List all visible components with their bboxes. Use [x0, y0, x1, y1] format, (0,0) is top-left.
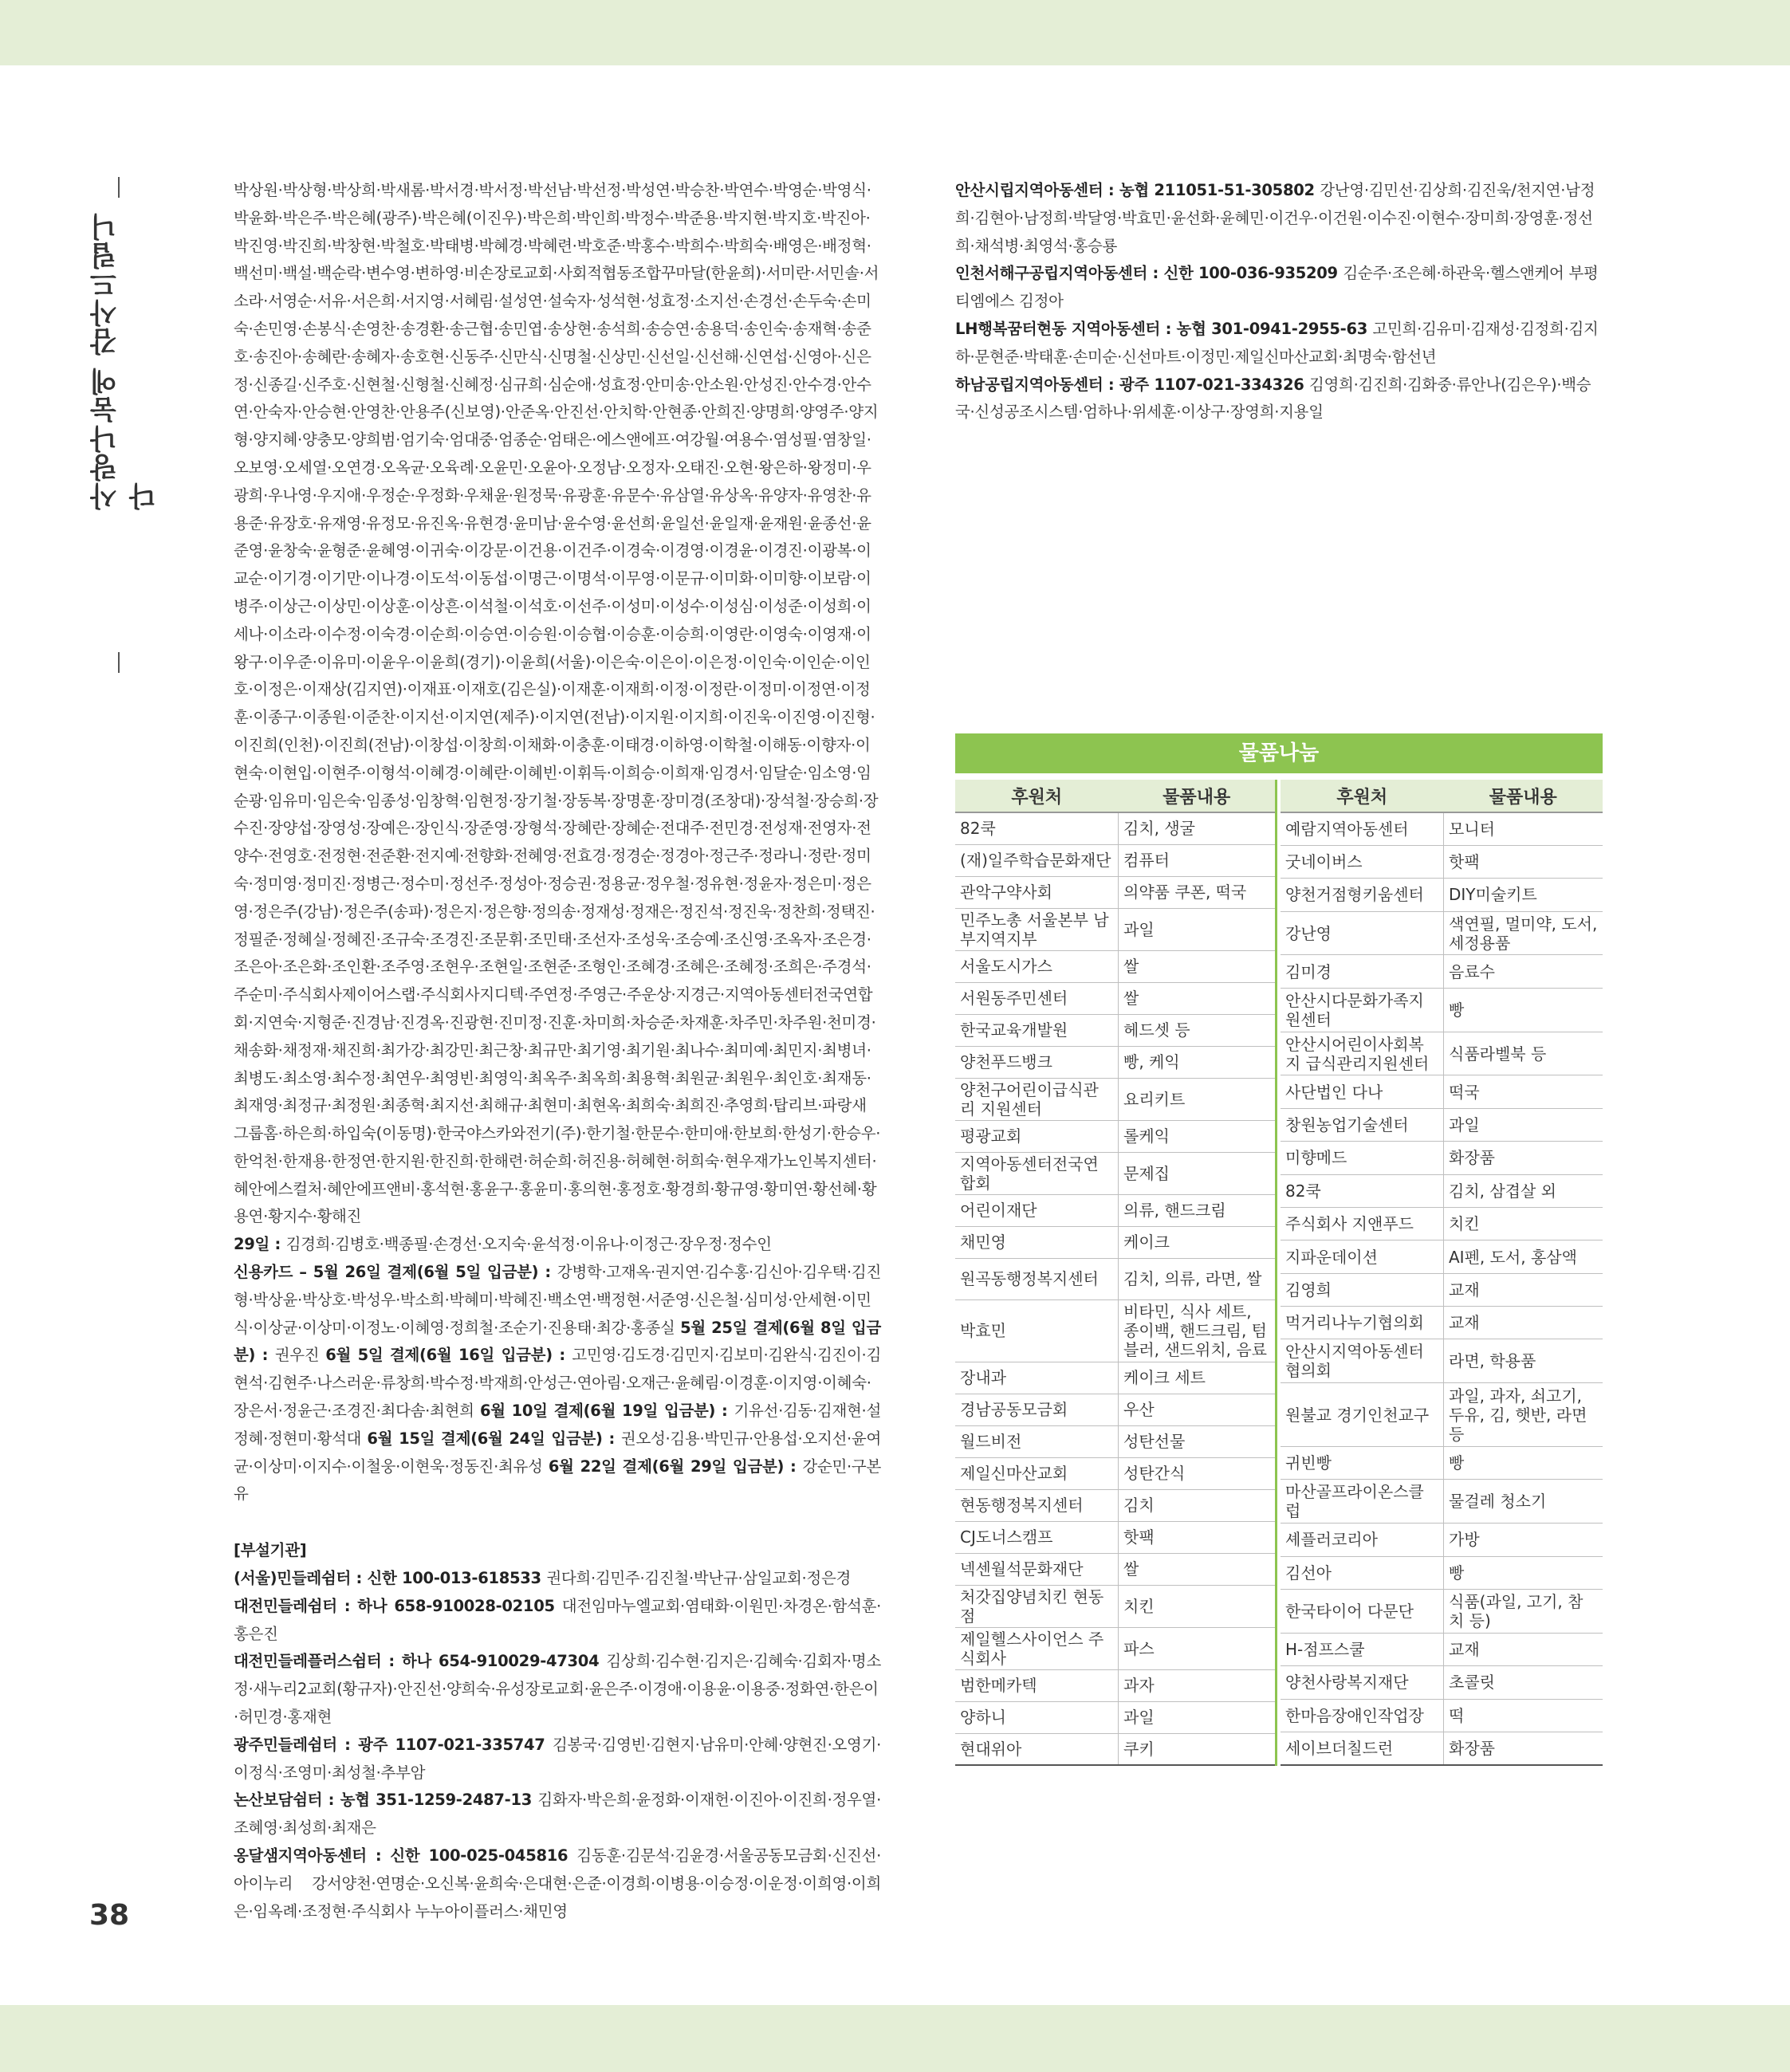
donor-name: 현동행정복지센터: [955, 1489, 1119, 1521]
donated-item: 초콜릿: [1444, 1666, 1603, 1699]
donor-list-left: [234, 177, 881, 1925]
bottom-band: [0, 2005, 1790, 2072]
goods-row: [1281, 1480, 1603, 1524]
goods-row: [1281, 1307, 1603, 1339]
donated-item: 과자: [1119, 1669, 1277, 1701]
donor-name: 양천사랑복지재단: [1281, 1666, 1444, 1699]
goods-row: [955, 1046, 1277, 1078]
donated-item: 모니터: [1444, 812, 1603, 845]
donor-name: 셰플러코리아: [1281, 1524, 1444, 1556]
goods-row: [1281, 879, 1603, 911]
affiliate-4: 논산보담쉼터 : 농협 351-1259-2487-13 김화자·박은희·윤정화·이재헌·이진아·이진희·정우열·조혜영·최성희·최재은: [234, 1791, 881, 1838]
center-0: 안산시립지역아동센터 : 농협 211051-51-305802 강난영·김민선·김상희·김진욱/천지연·남정희·김현아·남정희·박달영·박효민·윤선화·윤혜민·이건우·이건원·이수진·이현수·장미희·장영훈·정선희·채석병·최영석·홍승룡: [955, 181, 1595, 255]
center-list-right: [955, 177, 1603, 427]
donor-name: 채민영: [955, 1226, 1119, 1258]
donor-name: 한국타이어 다문단: [1281, 1589, 1444, 1633]
donor-day-29-label: 29일 :: [234, 1235, 286, 1254]
goods-row: [1281, 988, 1603, 1032]
donated-item: 쌀: [1119, 1553, 1277, 1585]
donor-name: 양천푸드뱅크: [955, 1046, 1119, 1078]
donated-item: 의류, 핸드크림: [1119, 1194, 1277, 1226]
goods-table-right: [1281, 780, 1603, 1766]
donated-item: 치킨: [1119, 1585, 1277, 1627]
goods-row: [955, 1627, 1277, 1669]
donor-name: 제일헬스사이언스 주식회사: [955, 1627, 1119, 1669]
goods-row: [1281, 1732, 1603, 1765]
side-rule-top: [118, 177, 120, 198]
donor-name: 제일신마산교회: [955, 1457, 1119, 1489]
donor-name: 평광교회: [955, 1120, 1119, 1152]
goods-row: [1281, 1108, 1603, 1141]
donated-item: 핫팩: [1444, 845, 1603, 878]
donated-item: 우산: [1119, 1394, 1277, 1425]
goods-row: [1281, 1589, 1603, 1633]
donated-item: 핫팩: [1119, 1521, 1277, 1553]
payment-donors: 강병학·고재옥·권지연·김수홍·김신아·김우택·김진형·박상윤·박상호·박성우·박소희·박혜미·박혜진·백소연·백정현·서준영·신은철·심미성·안세현·이민식·이상균·이상미·이정노·이혜영·정희철·조순기·진용태·최강·홍종실: [234, 1263, 881, 1337]
center-2: LH행복꿈터현동 지역아동센터 : 농협 301-0941-2955-63 고민희·김유미·김재성·김정희·김지하·문현준·박태훈·손미순·신선마트·이정민·제일신마산교회·최명숙·함선년: [955, 319, 1599, 366]
donated-item: 물걸레 청소기: [1444, 1480, 1603, 1524]
donor-name: 양천거점형키움센터: [1281, 879, 1444, 911]
donor-name: 귀빈빵: [1281, 1446, 1444, 1479]
goods-row: [955, 844, 1277, 876]
goods-row: [955, 1226, 1277, 1258]
donor-name: 서울도시가스: [955, 950, 1119, 982]
goods-table-left: [955, 780, 1277, 1766]
donor-name: 안산시지역아동센터 협의회: [1281, 1339, 1444, 1383]
donated-item: 요리키트: [1119, 1078, 1277, 1120]
goods-row: [955, 1489, 1277, 1521]
page-number: 38: [89, 1899, 130, 1932]
donated-item: 김치, 삼겹살 외: [1444, 1174, 1603, 1207]
header-donor: 후원처: [955, 780, 1119, 812]
donated-item: 과일, 과자, 쇠고기, 두유, 김, 햇반, 라면 등: [1444, 1383, 1603, 1447]
donor-name: 한마음장애인작업장: [1281, 1699, 1444, 1732]
goods-row: [955, 908, 1277, 950]
center-3: 하남공립지역아동센터 : 광주 1107-021-334326 김영희·김진희·김화중·류안나(김은우)·백승국·신성공조시스템·엄하나·위세훈·이상구·장영희·지용일: [955, 375, 1591, 422]
goods-row: [1281, 1556, 1603, 1589]
donor-name: 먹거리나누기협의회: [1281, 1307, 1444, 1339]
donated-item: 케이크: [1119, 1226, 1277, 1258]
goods-title: 물품나눔: [955, 733, 1603, 773]
donated-item: 쌀: [1119, 950, 1277, 982]
donor-name: 원불교 경기인천교구: [1281, 1383, 1444, 1447]
donor-name: 서원동주민센터: [955, 982, 1119, 1014]
donor-name: (재)일주학습문화재단: [955, 844, 1119, 876]
donor-name: 양하니: [955, 1701, 1119, 1733]
donated-item: 색연필, 멀미약, 도서, 세정용품: [1444, 911, 1603, 955]
donated-item: 김치: [1119, 1489, 1277, 1521]
donor-day-29-names: 김경희·김병호·백종필·손경선·오지숙·윤석정·이유나·이정근·장우정·정수인: [285, 1235, 772, 1254]
goods-row: [955, 1120, 1277, 1152]
affiliate-5: 옹달샘지역아동센터 : 신한 100-025-045816 김동훈·김문석·김윤경·서울공동모금회·신진선·아이누리 강서양천·연명순·오신복·윤희숙·은대현·은준·이경희·이병용·이승정·이운정·이희영·이희은·임옥례·조정현·주식회사 누누아이플러스·채민영: [234, 1846, 881, 1921]
donated-item: 떡: [1444, 1699, 1603, 1732]
goods-row: [1281, 1174, 1603, 1207]
donated-item: 문제집: [1119, 1152, 1277, 1194]
donor-name: 굿네이버스: [1281, 845, 1444, 878]
goods-row: [955, 1152, 1277, 1194]
header-donor: 후원처: [1281, 780, 1444, 812]
payment-date-label: 6월 10일 결제(6월 19일 입금분) :: [479, 1402, 734, 1421]
goods-row: [1281, 1207, 1603, 1240]
payment-donors: 고민영·김도경·김민지·김보미·김완식·김진이·김현석·김현주·나스러운·류창희·박수정·박재희·안성근·연아림·오재근·윤혜림·이경훈·이지영·이혜숙·장은서·정윤근·조경진·최다솜·최현희: [234, 1346, 881, 1421]
donated-item: 쿠키: [1119, 1733, 1277, 1765]
donated-item: 화장품: [1444, 1142, 1603, 1174]
donor-name: 예람지역아동센터: [1281, 812, 1444, 845]
donated-item: 롤케익: [1119, 1120, 1277, 1152]
donor-name: 안산시어린이사회복지 급식관리지원센터: [1281, 1032, 1444, 1075]
goods-row: [1281, 911, 1603, 955]
donor-day-29: [234, 1231, 881, 1259]
payment-date-label: 5월 25일 결제(6월 8일 입금분) :: [234, 1318, 881, 1365]
goods-row: [955, 1299, 1277, 1362]
donor-name: 안산시다문화가족지원센터: [1281, 988, 1444, 1032]
donated-item: 빵: [1444, 1446, 1603, 1479]
affiliate-3: 광주민들레쉼터 : 광주 1107-021-335747 김봉국·김영빈·김현지·남유미·안혜·양현진·오영기·이정식·조영미·최성철·추부암: [234, 1735, 881, 1782]
donor-name: 장내과: [955, 1362, 1119, 1394]
affiliate-0: (서울)민들레쉼터 : 신한 100-013-618533 권다희·김민주·김진철·박난규·삼일교회·정은경: [234, 1569, 852, 1588]
donor-name: 마산골프라이온스클럽: [1281, 1480, 1444, 1524]
goods-row: [955, 1521, 1277, 1553]
goods-row: [955, 1078, 1277, 1120]
goods-row: [1281, 1240, 1603, 1273]
goods-row: [1281, 845, 1603, 878]
goods-row: [955, 950, 1277, 982]
payment-donors: 권우진: [274, 1346, 326, 1365]
donor-name: 82쿡: [955, 812, 1119, 844]
header-item: 물품내용: [1119, 780, 1277, 812]
donated-item: 빵: [1444, 1556, 1603, 1589]
donated-item: DIY미술키트: [1444, 879, 1603, 911]
donated-item: 김치, 의류, 라면, 쌀: [1119, 1258, 1277, 1299]
section-title: 사랑나눔에 감사드립니다: [90, 212, 161, 510]
payment-date-label: 신용카드 – 5월 26일 결제(6월 5일 입금분) :: [234, 1263, 557, 1282]
payment-donors: 기유선·김동·김재현·설정혜·정현미·황석대: [234, 1402, 881, 1448]
donated-item: 교재: [1444, 1307, 1603, 1339]
donated-item: 치킨: [1444, 1207, 1603, 1240]
side-rule-bottom: [118, 652, 120, 673]
donor-name: 김영희: [1281, 1273, 1444, 1306]
goods-row: [1281, 1633, 1603, 1665]
donor-name: 어린이재단: [955, 1194, 1119, 1226]
donor-name: 양천구어린이급식관리 지원센터: [955, 1078, 1119, 1120]
donated-item: 김치, 생굴: [1119, 812, 1277, 844]
goods-row: [1281, 1446, 1603, 1479]
goods-row: [1281, 1142, 1603, 1174]
affiliates-heading: [부설기관]: [234, 1541, 307, 1560]
donated-item: AI펜, 도서, 홍삼액: [1444, 1240, 1603, 1273]
goods-row: [955, 1394, 1277, 1425]
donor-name: 김선아: [1281, 1556, 1444, 1589]
donated-item: 교재: [1444, 1633, 1603, 1665]
goods-donation-section: [955, 733, 1603, 1766]
goods-row: [1281, 955, 1603, 988]
goods-row: [955, 1194, 1277, 1226]
donated-item: 성탄선물: [1119, 1425, 1277, 1457]
donated-item: 라면, 학용품: [1444, 1339, 1603, 1383]
goods-row: [955, 1258, 1277, 1299]
top-band: [0, 0, 1790, 65]
goods-row: [955, 812, 1277, 844]
donor-name: 창원농업기술센터: [1281, 1108, 1444, 1141]
donor-name: 현대위아: [955, 1733, 1119, 1765]
donated-item: 식품(과일, 고기, 참치 등): [1444, 1589, 1603, 1633]
donated-item: 과일: [1119, 908, 1277, 950]
goods-row: [1281, 1666, 1603, 1699]
donated-item: 케이크 세트: [1119, 1362, 1277, 1394]
donor-name: 82쿡: [1281, 1174, 1444, 1207]
payment-donors: 권오성·김용·박민규·안용섭·오지선·윤여균·이상미·이지수·이철웅·이현욱·정동진·최유성: [234, 1429, 881, 1476]
donor-names: 박상원·박상형·박상희·박새롬·박서경·박서정·박선남·박선정·박성연·박승찬·박연수·박영순·박영식·박윤화·박은주·박은혜(광주)·박은혜(이진우)·박은희·박인희·박정수·박준용·박지현·박지호·박진아·박진영·박진희·박창현·박철호·박태병·박혜경·박혜련·박호준·박홍수·박희수·박희숙·배영은·배정혁·백선미·백설·백순락·변수영·변하영·비손장로교회·사회적협동조합꾸마달(한윤희)·서미란·서민솔·서소라·서영순·서유·서은희·서지영·서혜림·설성연·설숙자·성석현·성효정·소지선·손경선·손두숙·손미숙·손민영·손봉식·손영찬·송경환·송근협·송민엽·송상현·송석희·송승연·송용덕·송인숙·송재혁·송준호·송진아·송혜란·송혜자·송호현·신동주·신만식·신명철·신상민·신선일·신선해·신연섭·신영아·신은정·신종길·신주호·신현철·신형철·신혜정·심규희·심순애·성효정·안미송·안소원·안성진·안수경·안수연·안숙자·안승현·안영찬·안용주(신보영)·안준옥·안진선·안치학·안현종·안희진·양명희·양영주·양지형·양지혜·양충모·양희범·엄기숙·엄대중·엄종순·엄태은·에스앤에프·여강월·여용수·염성필·염창일·오보영·오세열·오연경·오옥균·오육례·오윤민·오윤아·오정남·오정자·오태진·오현·왕은하·왕정미·우광희·우나영·우지애·우정순·우정화·우채윤·원정묵·유광훈·유문수·유삼열·유상옥·유양자·유영찬·유용준·유장호·유재영·유정모·유진옥·유현경·윤미남·윤수영·윤선희·윤일선·윤일재·윤재원·윤종선·윤준영·윤창숙·윤형준·윤혜영·이귀숙·이강문·이건용·이건주·이경숙·이경영·이경윤·이경진·이광복·이교순·이기경·이기만·이나경·이도석·이동섭·이명근·이명석·이무영·이문규·이미화·이미향·이보람·이병주·이상근·이상민·이상훈·이상흔·이석철·이석호·이선주·이성미·이성수·이성심·이성준·이성희·이세나·이소라·이수정·이숙경·이순희·이승연·이승원·이승협·이승훈·이승희·이영란·이영숙·이영재·이왕구·이우준·이유미·이윤우·이윤희(경기)·이윤희(서울)·이은숙·이은이·이은정·이인숙·이인순·이인호·이정은·이재상(김지연)·이재표·이재호(김은실)·이재훈·이재희·이정·이정란·이정미·이정연·이정훈·이종구·이종원·이준찬·이지선·이지연(제주)·이지연(전남)·이지원·이지희·이진욱·이진영·이진형·이진희(인천)·이진희(전남)·이창섭·이창희·이채화·이충훈·이태경·이하영·이학철·이해동·이향자·이현숙·이현입·이현주·이형석·이혜경·이혜란·이혜빈·이휘득·이희승·이희재·임경서·임달순·임소영·임순광·임유미·임은숙·임종성·임창혁·임현정·장기철·장동복·장명훈·장미경(조창대)·장석철·장승희·장수진·장양섭·장영성·장예은·장인식·장준영·장형석·장혜란·장혜순·전대주·전민경·전성재·전영자·전양수·전영호·전정현·전준환·전지예·전향화·전혜영·전효경·정경순·정경아·정근주·정라니·정란·정미숙·정미영·정미진·정병근·정수미·정선주·정성아·정승권·정용균·정우철·정유현·정윤자·정은미·정은영·정은주(강남)·정은주(송파)·정은지·정은향·정의송·정재성·정재은·정진석·정진욱·정찬희·정택진·정필준·정혜실·정혜진·조규숙·조경진·조문휘·조민태·조선자·조성욱·조승예·조신영·조옥자·조은경·조은아·조은화·조인환·조주영·조현우·조현일·조현준·조형인·조혜경·조혜은·조혜정·조희은·주경석·주순미·주식회사제이어스랩·주식회사지디텍·주연정·주영근·주운상·지경근·지역아동센터전국연합회·지연숙·지형준·진경남·진경옥·진광현·진미정·진훈·차미희·차승준·차재훈·차주민·차주원·천미경·채송화·채정재·채진희·최가강·최강민·최근창·최규만·최기영·최기원·최나수·최미예·최민지·최병녀·최병도·최소영·최수정·최연우·최영빈·최영익·최옥주·최옥희·최용혁·최원균·최원우·최인호·최재동·최재영·최정규·최정원·최종혁·최지선·최해규·최현미·최현옥·최희숙·최희진·추영희·탑리브·파랑새그룹홈·하은희·하입숙(이동명)·한국야스카와전기(주)·한기철·한문수·한미애·한보희·한성기·한승우·한억천·한재용·한정연·한지원·한진희·한해련·허순희·허진용·허혜현·허희숙·현우재가노인복지센터·혜안에스컬처·혜안에프앤비·홍석현·홍윤구·홍윤미·홍의현·홍정호·황경희·황규영·황미연·황선혜·황용연·황지수·황해진: [234, 181, 881, 1226]
goods-row: [955, 876, 1277, 908]
credit-card-donors: [234, 1259, 881, 1508]
donor-name: 박효민: [955, 1299, 1119, 1362]
donated-item: 과일: [1444, 1108, 1603, 1141]
payment-donors: 강순민·구본유: [234, 1457, 881, 1504]
donor-name: 원곡동행정복지센터: [955, 1258, 1119, 1299]
donated-item: 교재: [1444, 1273, 1603, 1306]
goods-row: [1281, 1383, 1603, 1447]
goods-row: [1281, 1339, 1603, 1383]
donor-name: 미향메드: [1281, 1142, 1444, 1174]
goods-row: [1281, 1699, 1603, 1732]
goods-row: [1281, 1524, 1603, 1556]
goods-row: [1281, 1273, 1603, 1306]
goods-row: [955, 1669, 1277, 1701]
donor-name: CJ도너스캠프: [955, 1521, 1119, 1553]
donated-item: 가방: [1444, 1524, 1603, 1556]
goods-row: [955, 1362, 1277, 1394]
donor-name: 경남공동모금회: [955, 1394, 1119, 1425]
goods-row: [955, 982, 1277, 1014]
donor-name: 김미경: [1281, 955, 1444, 988]
goods-row: [955, 1585, 1277, 1627]
donated-item: 빵: [1444, 988, 1603, 1032]
donated-item: 쌀: [1119, 982, 1277, 1014]
payment-date-label: 6월 15일 결제(6월 24일 입금분) :: [367, 1429, 621, 1448]
goods-row: [1281, 1075, 1603, 1108]
donor-name: 범한메카텍: [955, 1669, 1119, 1701]
donated-item: 음료수: [1444, 955, 1603, 988]
donated-item: 의약품 쿠폰, 떡국: [1119, 876, 1277, 908]
donor-name: 한국교육개발원: [955, 1014, 1119, 1046]
payment-date-label: 6월 5일 결제(6월 16일 입금분) :: [325, 1346, 572, 1365]
donated-item: 과일: [1119, 1701, 1277, 1733]
donor-name: 민주노총 서울본부 남부지역지부: [955, 908, 1119, 950]
donor-name: 지파운데이션: [1281, 1240, 1444, 1273]
donated-item: 헤드셋 등: [1119, 1014, 1277, 1046]
donor-name: H-점프스쿨: [1281, 1633, 1444, 1665]
donated-item: 화장품: [1444, 1732, 1603, 1765]
center-1: 인천서해구공립지역아동센터 : 신한 100-036-935209 김순주·조은혜·하관욱·헬스앤케어 부평티엠에스 김정아: [955, 264, 1599, 311]
donor-name: 관악구약사회: [955, 876, 1119, 908]
goods-row: [955, 1425, 1277, 1457]
payment-date-label: 6월 22일 결제(6월 29일 입금분) :: [548, 1457, 803, 1476]
donor-name: 세이브더칠드런: [1281, 1732, 1444, 1765]
donor-name: 강난영: [1281, 911, 1444, 955]
donated-item: 컴퓨터: [1119, 844, 1277, 876]
donor-name: 사단법인 다나: [1281, 1075, 1444, 1108]
donated-item: 식품라벨북 등: [1444, 1032, 1603, 1075]
goods-row: [955, 1553, 1277, 1585]
donor-name: 넥센월석문화재단: [955, 1553, 1119, 1585]
goods-row: [955, 1733, 1277, 1765]
donated-item: 빵, 케익: [1119, 1046, 1277, 1078]
header-item: 물품내용: [1444, 780, 1603, 812]
goods-row: [955, 1701, 1277, 1733]
donated-item: 떡국: [1444, 1075, 1603, 1108]
donated-item: 성탄간식: [1119, 1457, 1277, 1489]
goods-row: [1281, 812, 1603, 845]
goods-row: [1281, 1032, 1603, 1075]
donated-item: 비타민, 식사 세트, 종이백, 핸드크림, 텀블러, 샌드위치, 음료: [1119, 1299, 1277, 1362]
donor-name: 주식회사 지앤푸드: [1281, 1207, 1444, 1240]
goods-row: [955, 1014, 1277, 1046]
donor-name: 지역아동센터전국연합회: [955, 1152, 1119, 1194]
donated-item: 파스: [1119, 1627, 1277, 1669]
affiliate-1: 대전민들레쉼터 : 하나 658-910028-02105 대전임마누엘교회·염태화·이원민·차경온·함석훈·홍은진: [234, 1596, 881, 1643]
donor-name: 월드비전: [955, 1425, 1119, 1457]
affiliate-2: 대전민들레플러스쉼터 : 하나 654-910029-47304 김상희·김수현·김지은·김혜숙·김회자·명소정·새누리2교회(황규자)·안진선·양희숙·유성장로교회·윤은주·이경애·이용윤·이용중·정화연·한은이·허민경·홍재현: [234, 1652, 881, 1727]
donor-name: 처갓집양념치킨 현동점: [955, 1585, 1119, 1627]
goods-row: [955, 1457, 1277, 1489]
